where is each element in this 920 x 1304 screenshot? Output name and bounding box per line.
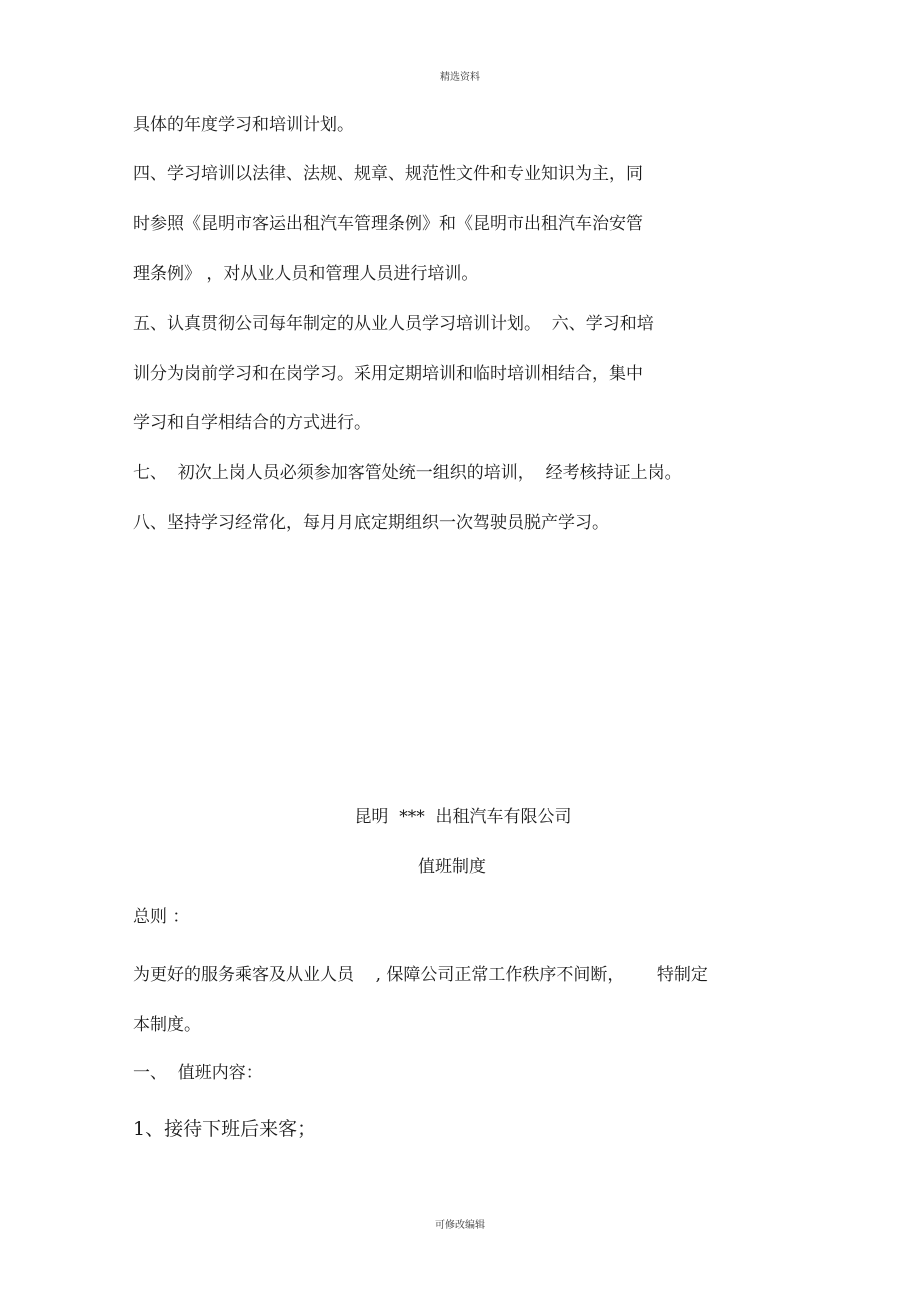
paragraph-line-2: 四、学习培训以法律、法规、规章、规范性文件和专业知识为主，同: [133, 164, 643, 184]
paragraph-line-8: 七、 初次上岗人员必须参加客管处统一组织的培训， 经考核持证上岗。: [133, 463, 682, 483]
paragraph-line-9: 八、坚持学习经常化，每月月底定期组织一次驾驶员脱产学习。: [133, 513, 609, 533]
document-title: 值班制度: [418, 857, 486, 877]
section-heading-duty-content: 一、 值班内容：: [133, 1063, 263, 1083]
paragraph-line-3: 时参照《昆明市客运出租汽车管理条例》和《昆明市出租汽车治安管: [133, 214, 643, 234]
company-title: 昆明 *** 出租汽车有限公司: [354, 807, 572, 827]
paragraph-line-1: 具体的年度学习和培训计划。: [133, 115, 354, 135]
duty-item-1: 1、接待下班后来客；: [133, 1118, 317, 1140]
paragraph-line-5: 五、认真贯彻公司每年制定的从业人员学习培训计划。 六、学习和培: [133, 314, 654, 334]
paragraph-line-6: 训分为岗前学习和在岗学习。采用定期培训和临时培训相结合，集中: [133, 364, 643, 384]
page-header: 精选资料: [440, 72, 480, 83]
general-heading: 总则 ：: [133, 907, 190, 927]
paragraph-line-7: 学习和自学相结合的方式进行。: [133, 413, 371, 433]
purpose-line-1: 为更好的服务乘客及从业人员 , 保障公司正常工作秩序不间断， 特制定: [133, 965, 708, 985]
page-footer: 可修改编辑: [435, 1220, 485, 1231]
paragraph-line-4: 理条例》 ，对从业人员和管理人员进行培训。: [133, 264, 479, 284]
purpose-line-2: 本制度。: [133, 1015, 201, 1035]
